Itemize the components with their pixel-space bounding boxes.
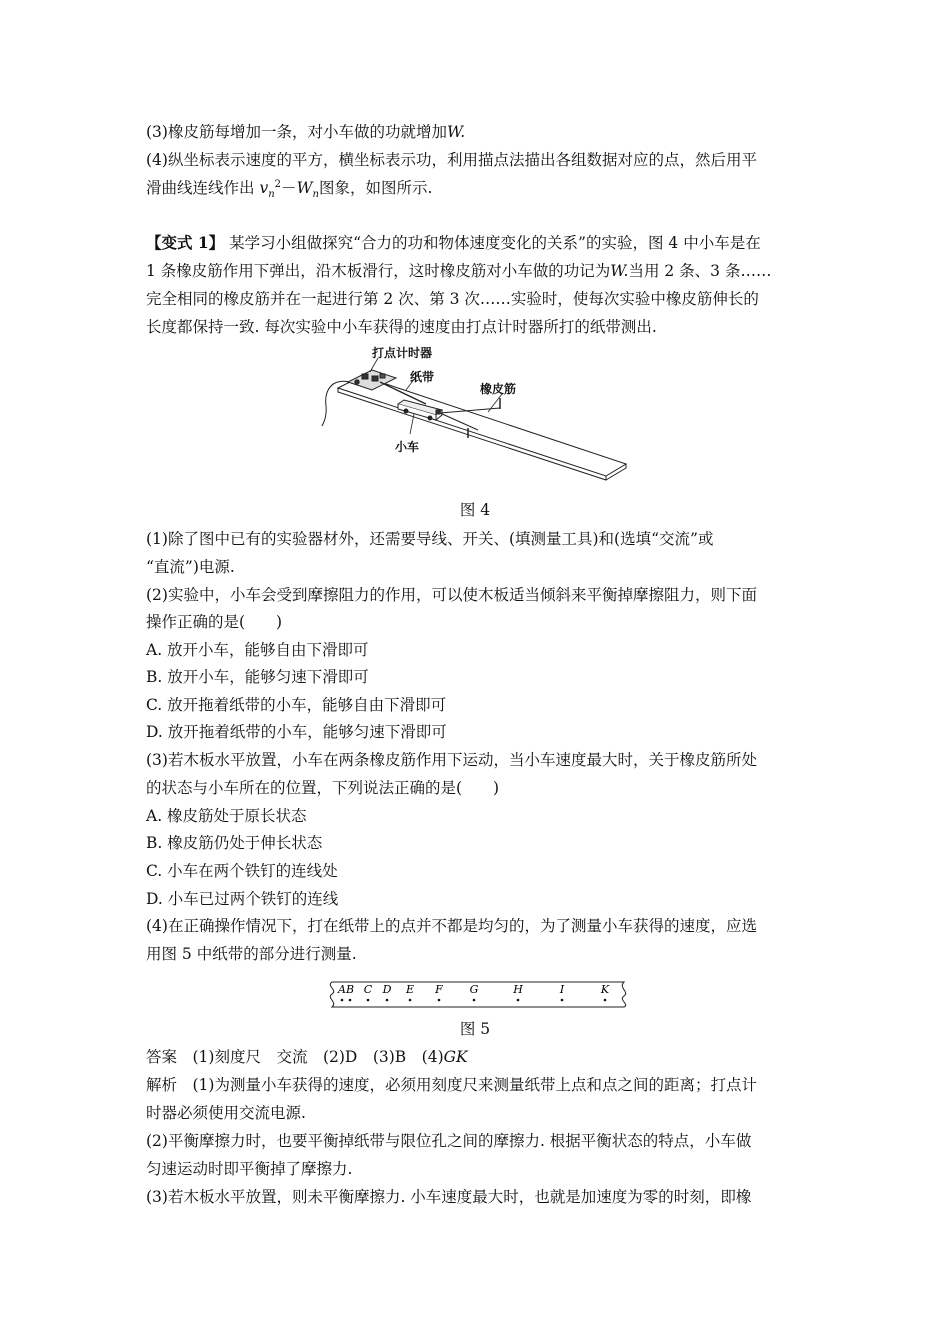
label-tape: 纸带 — [410, 370, 435, 384]
variant-line3: 完全相同的橡皮筋并在一起进行第 2 次、第 3 次……实验时，使每次实验中橡皮筋伸长的 — [146, 290, 759, 308]
answer-line — [146, 1047, 812, 1067]
tape-letter-f: F — [435, 983, 443, 996]
variant-label: 【变式 1】 — [146, 233, 225, 252]
variant-text: 某学习小组做探究“合力的功和物体速度变化的关系”的实验，图 4 中小车是在 — [229, 234, 761, 252]
variant-line1 — [146, 233, 812, 253]
answer-text: 答案 (1)刻度尺 交流 (2)D (3)B (4) — [146, 1048, 444, 1066]
work-symbol-variant: W. — [610, 262, 629, 280]
q1-line1: (1)除了图中已有的实验器材外，还需要导线、开关、(填测量工具)和(选填“交流”或 — [146, 530, 714, 548]
q1-line2: “直流”)电源. — [146, 558, 235, 576]
tape-letter-a: A — [338, 983, 346, 996]
tape-letter-i: I — [559, 983, 565, 996]
figure-4-illustration — [310, 338, 630, 488]
variant-text-2a: 1 条橡皮筋作用下弹出，沿木板滑行，这时橡皮筋对小车做的功记为 — [146, 262, 611, 280]
q2-option-d: D. 放开拖着纸带的小车，能够匀速下滑即可 — [146, 723, 447, 741]
tape-letter-h: H — [513, 983, 523, 996]
variant-line4: 长度都保持一致. 每次实验中小车获得的速度由打点计时器所打的纸带测出. — [146, 318, 657, 336]
analysis-line4: 匀速运动时即平衡掉了摩擦力. — [146, 1160, 353, 1178]
q3-option-a: A. 橡皮筋处于原长状态 — [146, 807, 307, 825]
q3-line1: (3)若木板水平放置，小车在两条橡皮筋作用下运动，当小车速度最大时，关于橡皮筋所处 — [146, 751, 757, 769]
tape-dot-f — [438, 999, 441, 1002]
velocity-superscript: 2 — [274, 178, 282, 190]
tape-dot-d — [386, 999, 389, 1002]
paragraph-4-line1: (4)纵坐标表示速度的平方，横坐标表示功，利用描点法描出各组数据对应的点，然后用平 — [146, 151, 757, 169]
variant-line2 — [146, 261, 812, 281]
tape-dot-i — [561, 999, 564, 1002]
figure-5-caption: 图 5 — [459, 1020, 491, 1038]
q3-option-d: D. 小车已过两个铁钉的连线 — [146, 890, 339, 908]
tape-dot-b — [349, 999, 352, 1002]
work-symbol-n: W — [296, 179, 313, 197]
work-symbol: W. — [446, 123, 466, 141]
label-timer: 打点计时器 — [372, 346, 433, 360]
tape-dot-e — [409, 999, 412, 1002]
q2-option-b: B. 放开小车，能够匀速下滑即可 — [146, 668, 369, 686]
analysis-line1: 解析 (1)为测量小车获得的速度，必须用刻度尺来测量纸带上点和点之间的距离；打点计 — [146, 1076, 757, 1094]
minus-sign: － — [281, 179, 297, 197]
tape-letter-c: C — [363, 983, 373, 996]
paragraph-3-text: (3)橡皮筋每增加一条，对小车做的功就增加 — [146, 123, 447, 141]
answer-gk: GK — [443, 1048, 468, 1066]
figure-4-caption: 图 4 — [459, 501, 491, 519]
label-cart: 小车 — [395, 440, 420, 454]
tape-letter-g: G — [469, 983, 479, 996]
paragraph-4-text: 滑曲线连线作出 — [146, 179, 255, 197]
velocity-symbol: v — [259, 179, 269, 197]
q4-line1: (4)在正确操作情况下，打在纸带上的点并不都是均匀的，为了测量小车获得的速度，应选 — [146, 917, 757, 935]
tape-letter-e: E — [405, 983, 415, 996]
q2-option-a: A. 放开小车，能够自由下滑即可 — [146, 641, 369, 659]
q3-option-c: C. 小车在两个铁钉的连线处 — [146, 862, 338, 880]
work-subscript: n — [312, 189, 319, 201]
analysis-line5: (3)若木板水平放置，则未平衡摩擦力. 小车速度最大时，也就是加速度为零的时刻，即橡 — [146, 1188, 752, 1206]
label-rubber-band: 橡皮筋 — [480, 382, 517, 396]
paragraph-4-line2 — [146, 178, 812, 201]
paragraph-4-tail: 图象，如图所示. — [318, 179, 433, 197]
tape-dot-k — [604, 999, 607, 1002]
tape-letter-k: K — [600, 983, 610, 996]
tape-dot-a — [341, 999, 344, 1002]
paragraph-3 — [146, 122, 812, 142]
tape-dot-c — [367, 999, 370, 1002]
q3-line2: 的状态与小车所在的位置，下列说法正确的是( ) — [146, 779, 500, 797]
q4-line2: 用图 5 中纸带的部分进行测量. — [146, 945, 357, 963]
tape-dot-h — [517, 999, 520, 1002]
cart-leader — [410, 414, 414, 434]
tape-letter-d: D — [382, 983, 392, 996]
q2-line2: 操作正确的是( ) — [146, 613, 283, 631]
figure-5-tape — [326, 976, 630, 1012]
analysis-line3: (2)平衡摩擦力时，也要平衡掉纸带与限位孔之间的摩擦力. 根据平衡状态的特点，小车做 — [146, 1132, 752, 1150]
analysis-line2: 时器必须使用交流电源. — [146, 1104, 306, 1122]
q2-option-c: C. 放开拖着纸带的小车，能够自由下滑即可 — [146, 696, 447, 714]
tape-dot-g — [473, 999, 476, 1002]
q2-line1: (2)实验中，小车会受到摩擦阻力的作用，可以使木板适当倾斜来平衡掉摩擦阻力，则下面 — [146, 586, 757, 604]
q3-option-b: B. 橡皮筋仍处于伸长状态 — [146, 834, 323, 852]
variant-text-2b: 当用 2 条、3 条…… — [628, 262, 772, 280]
velocity-subscript: n — [268, 189, 275, 201]
tape-letter-b: B — [345, 983, 355, 996]
